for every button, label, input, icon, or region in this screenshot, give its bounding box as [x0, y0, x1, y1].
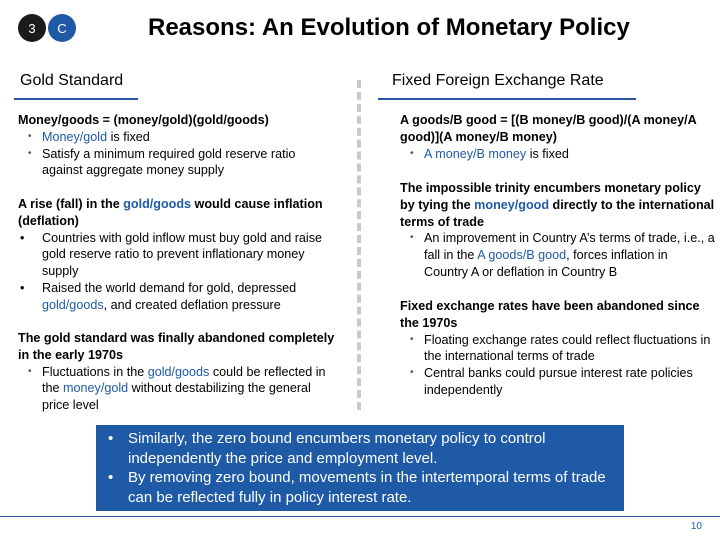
left-heading-underline [14, 98, 138, 100]
list-item: • Raised the world demand for gold, depressed gold/goods, and created deflation pressure [18, 280, 338, 314]
list-item: • Money/gold is fixed [18, 129, 338, 146]
footer-rule [0, 516, 720, 517]
gold-standard-equation: Money/goods = (money/gold)(gold/goods) [18, 113, 269, 127]
fixed-rate-block-1 [400, 112, 715, 162]
summary-item: • By removing zero bound, movements in the intertemporal terms of trade can be reflected fully in policy interest rate. [104, 468, 616, 507]
column-divider [357, 80, 361, 410]
fixed-rate-abandoned: Fixed exchange rates have been abandoned since the 1970s [400, 299, 700, 330]
gold-standard-block-2 [18, 196, 338, 314]
list-item: • Central banks could pursue interest rate policies independently [400, 365, 715, 399]
list-item: • Satisfy a minimum required gold reserve ratio against aggregate money supply [18, 146, 338, 180]
slide-title: Reasons: An Evolution of Monetary Policy [148, 14, 630, 41]
list-item: • Floating exchange rates could reflect fluctuations in the international terms of trade [400, 332, 715, 366]
fixed-rate-block-3 [400, 298, 715, 399]
summary-item: • Similarly, the zero bound encumbers monetary policy to control independently the price and employment level. [104, 429, 616, 468]
list-item: • A money/B money is fixed [400, 146, 715, 163]
page-number: 10 [690, 521, 702, 532]
list-item: • Fluctuations in the gold/goods could be reflected in the money/gold without destabilizing the general price level [18, 364, 338, 414]
section-number-badge: 3 [18, 14, 46, 42]
gold-standard-block-1 [18, 112, 338, 179]
section-letter-badge: C [48, 14, 76, 42]
right-heading-underline [378, 98, 636, 100]
gold-standard-abandoned: The gold standard was finally abandoned completely in the early 1970s [18, 331, 335, 362]
summary-box [96, 425, 624, 511]
left-column-heading: Gold Standard [20, 72, 124, 89]
gold-standard-block-3 [18, 330, 338, 414]
impossible-trinity-statement: The impossible trinity encumbers monetary policy by tying the money/good directly to the international terms of trade [400, 181, 715, 229]
list-item: • Countries with gold inflow must buy gold and raise gold reserve ratio to prevent inflationary money supply [18, 230, 338, 280]
fixed-rate-equation: A goods/B good = [(B money/B good)/(A money/A good)](A money/B money) [400, 113, 697, 144]
list-item: • An improvement in Country A’s terms of trade, i.e., a fall in the A goods/B good, forces inflation in Country A or deflation in Country B [400, 230, 715, 280]
right-column-heading: Fixed Foreign Exchange Rate [392, 72, 604, 89]
gold-goods-statement: A rise (fall) in the gold/goods would cause inflation (deflation) [18, 197, 323, 228]
fixed-rate-block-2 [400, 180, 715, 281]
